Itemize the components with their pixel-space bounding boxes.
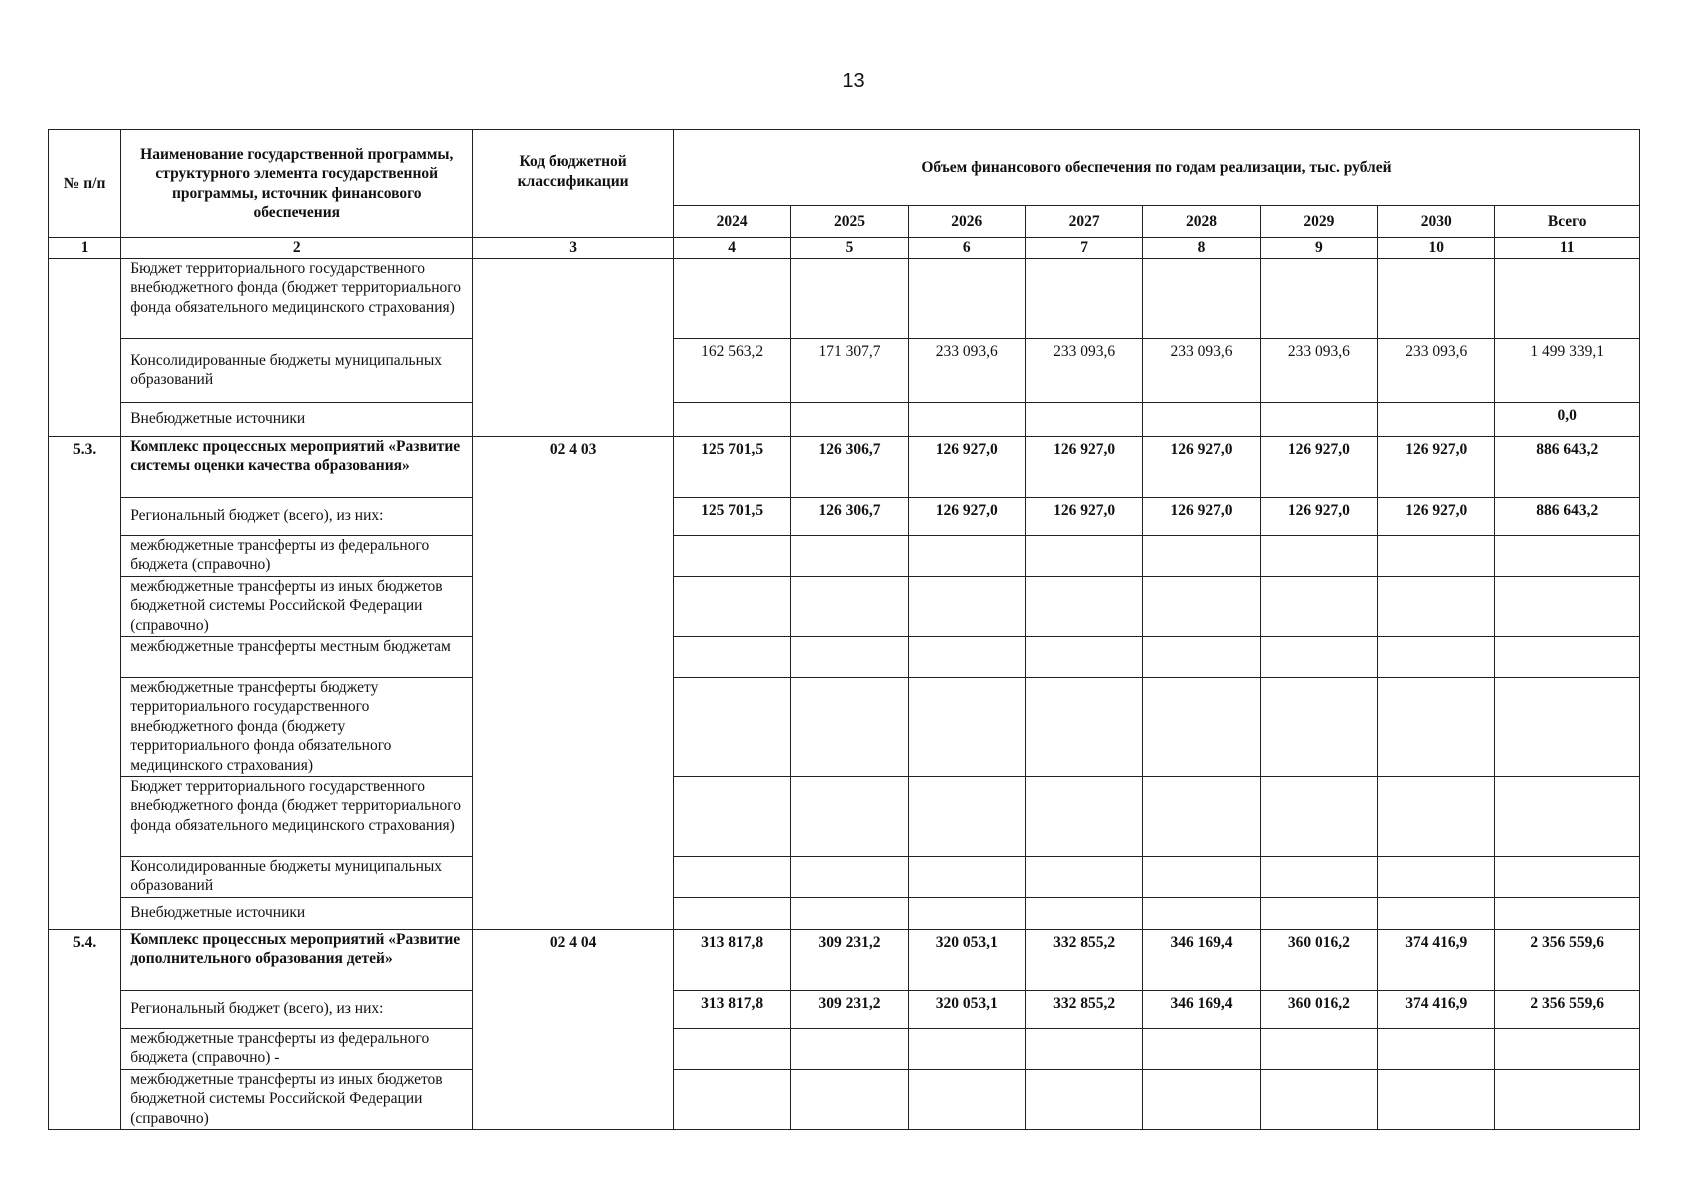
empty-cell (1378, 636, 1495, 677)
table-row (49, 576, 1640, 636)
empty-cell (1143, 576, 1260, 636)
value-cell (791, 258, 908, 338)
value-cell: 1 499 339,1 (1495, 338, 1640, 402)
row-name: межбюджетные трансферты из иных бюджетов бюджетной системы Российской Федерации (справочно) (121, 576, 473, 636)
empty-cell (908, 1028, 1025, 1069)
empty-cell (1143, 776, 1260, 856)
col-number: 10 (1378, 238, 1495, 259)
empty-cell (673, 1069, 790, 1129)
value-cell: 126 927,0 (1260, 436, 1377, 497)
value-cell: 313 817,8 (673, 929, 790, 990)
empty-cell (1025, 776, 1142, 856)
header-name: Наименование государственной программы, структурного элемента государственной программы, источник финансового обеспечения (121, 130, 473, 238)
empty-cell (908, 856, 1025, 897)
empty-cell (908, 776, 1025, 856)
value-cell: 360 016,2 (1260, 929, 1377, 990)
empty-cell (1495, 1069, 1640, 1129)
value-cell (673, 258, 790, 338)
value-cell: 233 093,6 (908, 338, 1025, 402)
empty-cell (1025, 856, 1142, 897)
table-row (49, 897, 1640, 929)
col-number: 7 (1025, 238, 1142, 259)
empty-cell (673, 856, 790, 897)
empty-cell (1143, 1069, 1260, 1129)
empty-cell (1143, 1028, 1260, 1069)
table-row (49, 856, 1640, 897)
empty-cell (908, 576, 1025, 636)
empty-cell (791, 1028, 908, 1069)
empty-cell (673, 535, 790, 576)
section-title: Комплекс процессных мероприятий «Развитие дополнительного образования детей» (121, 929, 473, 990)
row-code-empty (473, 258, 674, 436)
empty-cell (791, 636, 908, 677)
table-row (49, 497, 1640, 535)
value-cell (908, 258, 1025, 338)
table-row (49, 1028, 1640, 1069)
value-cell (1378, 402, 1495, 436)
empty-cell (1495, 897, 1640, 929)
empty-cell (673, 636, 790, 677)
value-cell: 171 307,7 (791, 338, 908, 402)
value-cell: 126 927,0 (1143, 497, 1260, 535)
value-cell: 2 356 559,6 (1495, 929, 1640, 990)
row-name: Региональный бюджет (всего), из них: (121, 497, 473, 535)
empty-cell (1378, 897, 1495, 929)
col-number: 5 (791, 238, 908, 259)
value-cell: 332 855,2 (1025, 929, 1142, 990)
col-number: 6 (908, 238, 1025, 259)
table-row (49, 338, 1640, 402)
header-year: 2027 (1025, 206, 1142, 238)
page-number: 13 (842, 70, 865, 92)
header-total: Всего (1495, 206, 1640, 238)
empty-cell (1260, 1028, 1377, 1069)
col-number: 4 (673, 238, 790, 259)
value-cell (673, 402, 790, 436)
value-cell: 125 701,5 (673, 497, 790, 535)
value-cell: 0,0 (1495, 402, 1640, 436)
row-name: Внебюджетные источники (121, 897, 473, 929)
empty-cell (673, 776, 790, 856)
value-cell: 309 231,2 (791, 929, 908, 990)
value-cell (1143, 402, 1260, 436)
empty-cell (1025, 576, 1142, 636)
empty-cell (908, 636, 1025, 677)
empty-cell (1495, 1028, 1640, 1069)
value-cell (1260, 402, 1377, 436)
row-name: межбюджетные трансферты из федерального бюджета (справочно) - (121, 1028, 473, 1069)
empty-cell (908, 897, 1025, 929)
empty-cell (1495, 576, 1640, 636)
empty-cell (1260, 677, 1377, 776)
header-year: 2029 (1260, 206, 1377, 238)
row-name: межбюджетные трансферты бюджету территориального государственного внебюджетного фонда (бюджету территориального фонда обязательного медицинского страхования) (121, 677, 473, 776)
empty-cell (791, 897, 908, 929)
value-cell (1025, 258, 1142, 338)
row-index: 5.3. (49, 436, 121, 929)
empty-cell (1378, 856, 1495, 897)
empty-cell (1378, 535, 1495, 576)
empty-cell (791, 535, 908, 576)
value-cell: 360 016,2 (1260, 990, 1377, 1028)
empty-cell (1378, 776, 1495, 856)
empty-cell (1260, 897, 1377, 929)
empty-cell (673, 576, 790, 636)
empty-cell (1025, 677, 1142, 776)
value-cell (1143, 258, 1260, 338)
row-name: межбюджетные трансферты местным бюджетам (121, 636, 473, 677)
empty-cell (1025, 897, 1142, 929)
table-row (49, 776, 1640, 856)
col-number: 11 (1495, 238, 1640, 259)
col-number: 3 (473, 238, 674, 259)
header-year: 2025 (791, 206, 908, 238)
value-cell: 233 093,6 (1378, 338, 1495, 402)
empty-cell (1495, 677, 1640, 776)
row-name: межбюджетные трансферты из иных бюджетов бюджетной системы Российской Федерации (справочно) (121, 1069, 473, 1129)
col-number: 9 (1260, 238, 1377, 259)
empty-cell (791, 576, 908, 636)
value-cell: 126 927,0 (1025, 436, 1142, 497)
empty-cell (1143, 897, 1260, 929)
value-cell: 886 643,2 (1495, 436, 1640, 497)
header-row-top (49, 130, 1640, 206)
value-cell: 233 093,6 (1260, 338, 1377, 402)
value-cell: 126 927,0 (908, 497, 1025, 535)
value-cell: 374 416,9 (1378, 990, 1495, 1028)
value-cell: 126 927,0 (1260, 497, 1377, 535)
empty-cell (1260, 856, 1377, 897)
value-cell: 2 356 559,6 (1495, 990, 1640, 1028)
value-cell: 320 053,1 (908, 990, 1025, 1028)
budget-code: 02 4 03 (473, 436, 674, 929)
empty-cell (1143, 636, 1260, 677)
row-name: Консолидированные бюджеты муниципальных образований (121, 338, 473, 402)
empty-cell (1260, 576, 1377, 636)
empty-cell (1025, 636, 1142, 677)
value-cell: 233 093,6 (1143, 338, 1260, 402)
row-name: Бюджет территориального государственного внебюджетного фонда (бюджет территориального фонда обязательного медицинского страхования) (121, 258, 473, 338)
col-number: 2 (121, 238, 473, 259)
value-cell: 126 306,7 (791, 497, 908, 535)
section-title: Комплекс процессных мероприятий «Развитие системы оценки качества образования» (121, 436, 473, 497)
empty-cell (1143, 535, 1260, 576)
row-name: Консолидированные бюджеты муниципальных образований (121, 856, 473, 897)
financing-table (48, 129, 1640, 1130)
value-cell: 126 927,0 (1378, 436, 1495, 497)
value-cell: 313 817,8 (673, 990, 790, 1028)
col-number: 8 (1143, 238, 1260, 259)
empty-cell (1378, 576, 1495, 636)
empty-cell (1143, 856, 1260, 897)
header-year: 2024 (673, 206, 790, 238)
empty-cell (1495, 776, 1640, 856)
table-row (49, 1069, 1640, 1129)
empty-cell (1378, 1028, 1495, 1069)
table-row (49, 636, 1640, 677)
header-volume: Объем финансового обеспечения по годам реализации, тыс. рублей (673, 130, 1639, 206)
value-cell (1378, 258, 1495, 338)
value-cell (791, 402, 908, 436)
empty-cell (791, 776, 908, 856)
empty-cell (1495, 636, 1640, 677)
value-cell (1025, 402, 1142, 436)
empty-cell (1260, 535, 1377, 576)
empty-cell (1025, 1028, 1142, 1069)
table-row (49, 258, 1640, 338)
value-cell: 346 169,4 (1143, 990, 1260, 1028)
empty-cell (908, 1069, 1025, 1129)
value-cell: 886 643,2 (1495, 497, 1640, 535)
value-cell (1495, 258, 1640, 338)
budget-code: 02 4 04 (473, 929, 674, 1129)
row-index: 5.4. (49, 929, 121, 1129)
value-cell: 320 053,1 (908, 929, 1025, 990)
empty-cell (1495, 535, 1640, 576)
value-cell: 125 701,5 (673, 436, 790, 497)
table-row (49, 677, 1640, 776)
value-cell: 126 927,0 (1143, 436, 1260, 497)
section-row-5-3 (49, 436, 1640, 497)
value-cell (908, 402, 1025, 436)
value-cell: 374 416,9 (1378, 929, 1495, 990)
empty-cell (791, 677, 908, 776)
empty-cell (673, 677, 790, 776)
empty-cell (1260, 776, 1377, 856)
empty-cell (1260, 1069, 1377, 1129)
empty-cell (1143, 677, 1260, 776)
table-row (49, 990, 1640, 1028)
value-cell: 346 169,4 (1143, 929, 1260, 990)
row-name: Внебюджетные источники (121, 402, 473, 436)
value-cell: 332 855,2 (1025, 990, 1142, 1028)
empty-cell (908, 677, 1025, 776)
value-cell: 233 093,6 (1025, 338, 1142, 402)
value-cell: 162 563,2 (673, 338, 790, 402)
empty-cell (673, 1028, 790, 1069)
value-cell: 126 306,7 (791, 436, 908, 497)
header-year: 2026 (908, 206, 1025, 238)
row-index-empty (49, 258, 121, 436)
table-row (49, 535, 1640, 576)
empty-cell (1495, 856, 1640, 897)
header-num: № п/п (49, 130, 121, 238)
value-cell: 126 927,0 (1025, 497, 1142, 535)
table-row (49, 402, 1640, 436)
header-year: 2030 (1378, 206, 1495, 238)
value-cell (1260, 258, 1377, 338)
header-year: 2028 (1143, 206, 1260, 238)
row-name: Региональный бюджет (всего), из них: (121, 990, 473, 1028)
row-name: Бюджет территориального государственного внебюджетного фонда (бюджет территориального фонда обязательного медицинского страхования) (121, 776, 473, 856)
col-number: 1 (49, 238, 121, 259)
header-code: Код бюджетной классификации (473, 130, 674, 238)
empty-cell (1378, 677, 1495, 776)
value-cell: 309 231,2 (791, 990, 908, 1028)
empty-cell (791, 856, 908, 897)
value-cell: 126 927,0 (908, 436, 1025, 497)
empty-cell (1378, 1069, 1495, 1129)
section-row-5-4 (49, 929, 1640, 990)
empty-cell (908, 535, 1025, 576)
empty-cell (791, 1069, 908, 1129)
column-numbers-row (49, 238, 1640, 259)
value-cell: 126 927,0 (1378, 497, 1495, 535)
empty-cell (1025, 535, 1142, 576)
empty-cell (1260, 636, 1377, 677)
empty-cell (673, 897, 790, 929)
row-name: межбюджетные трансферты из федерального бюджета (справочно) (121, 535, 473, 576)
empty-cell (1025, 1069, 1142, 1129)
